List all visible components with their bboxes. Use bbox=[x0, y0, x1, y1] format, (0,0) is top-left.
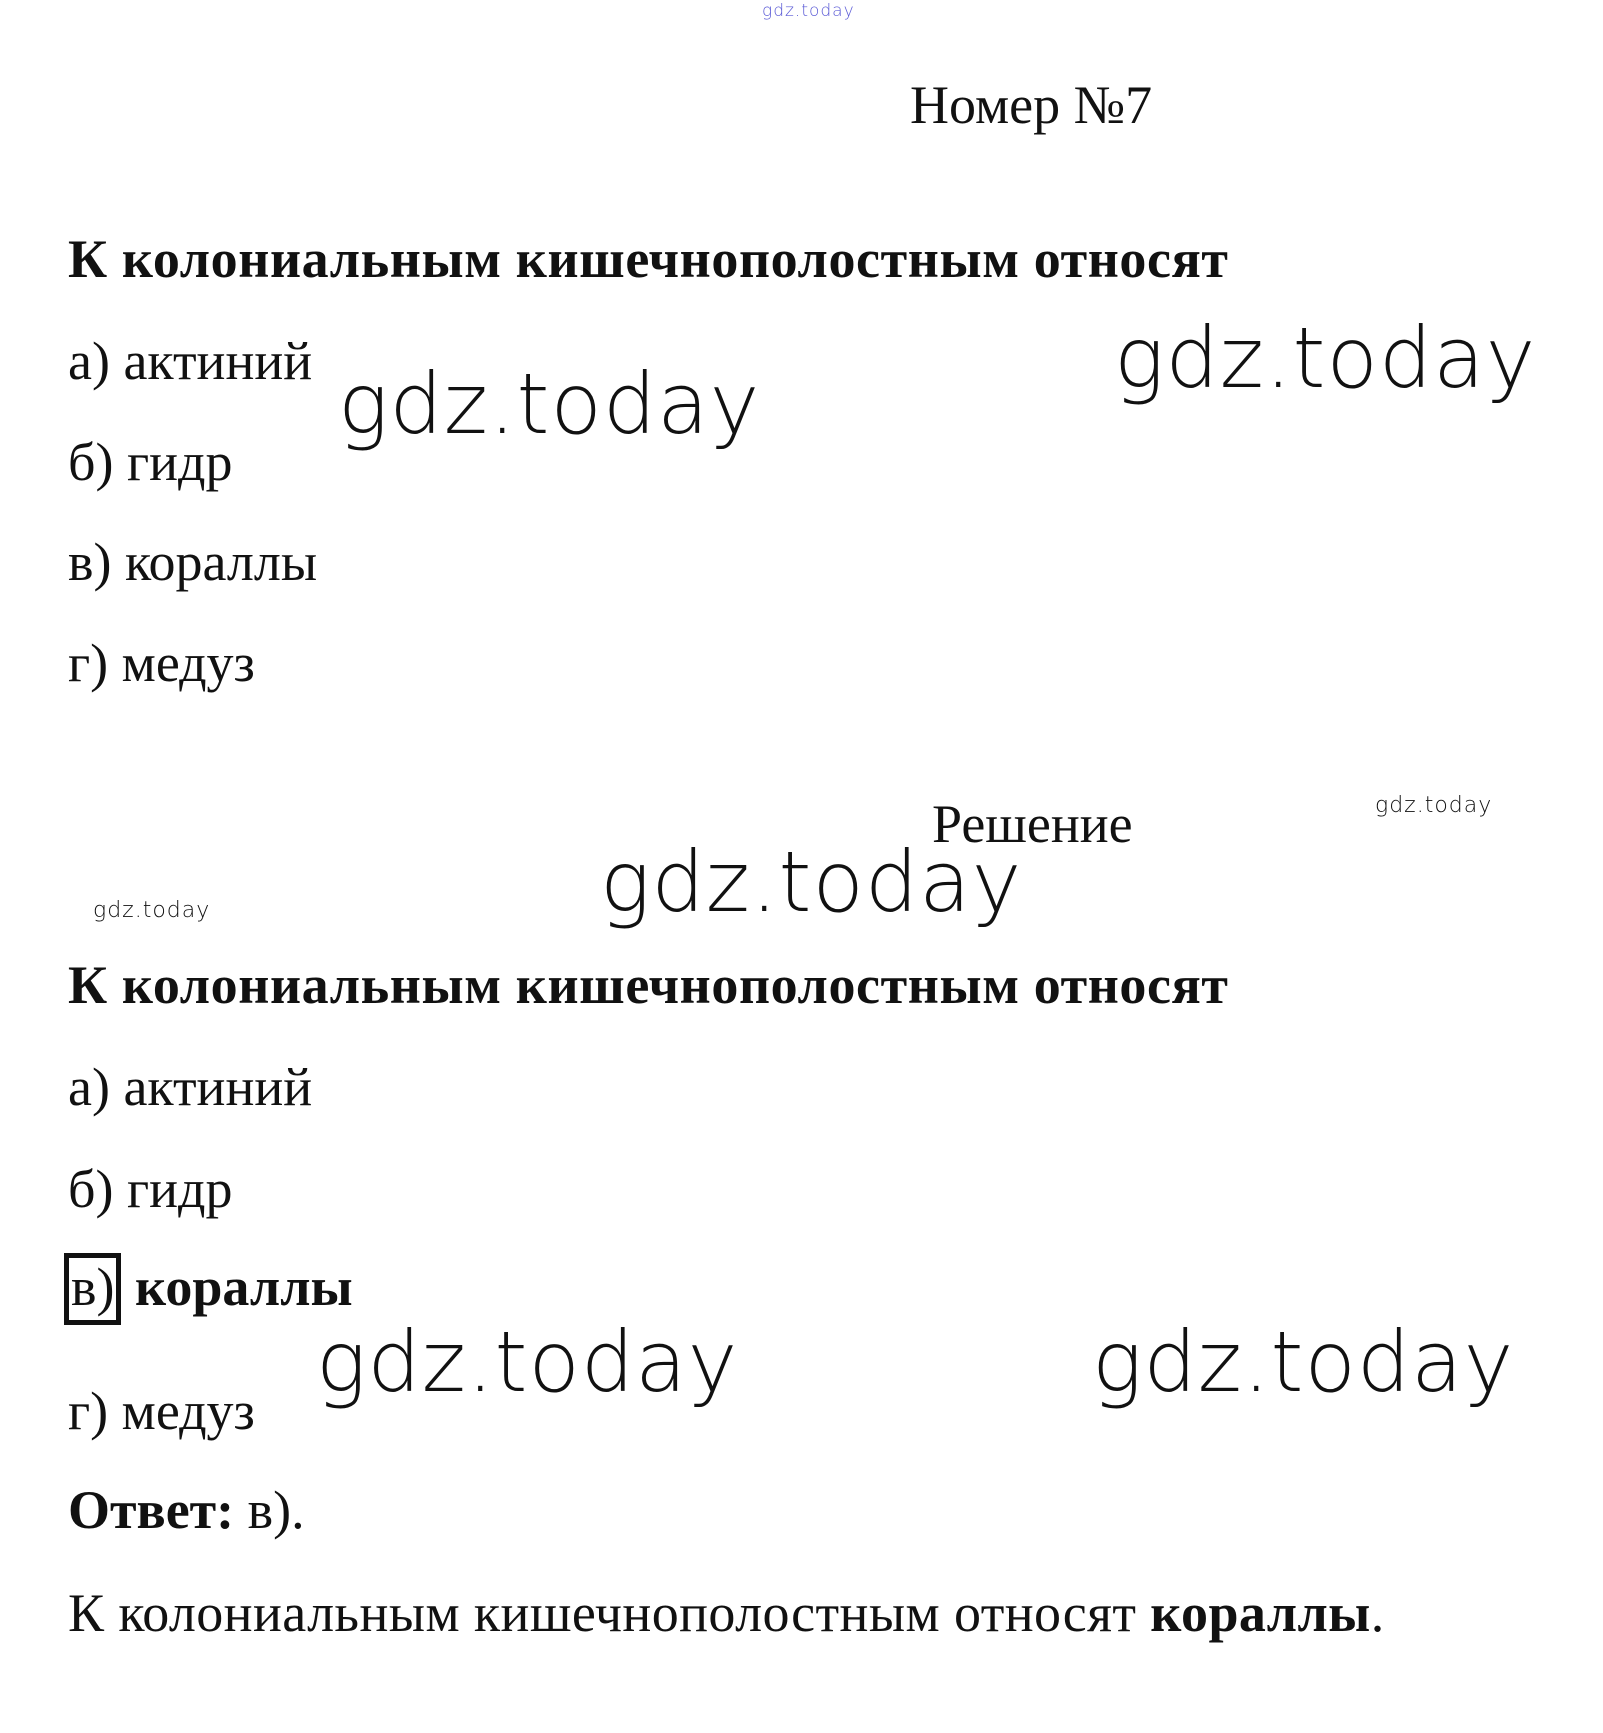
option-letter: б) bbox=[68, 1159, 114, 1219]
correct-answer-box: в) bbox=[64, 1253, 121, 1325]
page-title: Номер №7 bbox=[910, 75, 1153, 135]
option-letter: г) bbox=[68, 1381, 109, 1441]
watermark: gdz.today bbox=[93, 898, 211, 923]
option-b bbox=[68, 432, 233, 492]
solution-option-a bbox=[68, 1057, 313, 1117]
option-c bbox=[68, 532, 318, 592]
option-text: медуз bbox=[121, 1381, 255, 1441]
option-d bbox=[68, 633, 255, 693]
watermark-top: gdz.today bbox=[762, 1, 855, 21]
option-text: гидр bbox=[126, 432, 233, 492]
answer-value: в). bbox=[247, 1480, 305, 1540]
option-letter: в) bbox=[68, 532, 112, 592]
conclusion-highlight: кораллы bbox=[1150, 1583, 1371, 1643]
watermark: gdz.today bbox=[1092, 1313, 1515, 1411]
solution-option-d bbox=[68, 1381, 255, 1441]
conclusion-line bbox=[68, 1583, 1385, 1643]
option-letter: а) bbox=[68, 331, 110, 391]
answer-line bbox=[68, 1480, 305, 1540]
option-letter: г) bbox=[68, 633, 109, 693]
option-a bbox=[68, 331, 313, 391]
solution-question-text: К колониальным кишечнополостным относят bbox=[68, 955, 1229, 1015]
solution-heading: Решение bbox=[932, 794, 1133, 854]
watermark: gdz.today bbox=[316, 1313, 739, 1411]
option-text: кораллы bbox=[134, 1257, 353, 1317]
watermark: gdz.today bbox=[600, 833, 1023, 931]
solution-option-c-correct bbox=[68, 1253, 353, 1325]
solution-option-b bbox=[68, 1159, 233, 1219]
conclusion-text: К колониальным кишечнополостным относят bbox=[68, 1583, 1137, 1643]
option-letter: а) bbox=[68, 1057, 110, 1117]
option-text: актиний bbox=[123, 1057, 313, 1117]
watermark: gdz.today bbox=[338, 355, 761, 453]
option-text: актиний bbox=[123, 331, 313, 391]
question-text: К колониальным кишечнополостным относят bbox=[68, 229, 1229, 289]
option-text: кораллы bbox=[124, 532, 318, 592]
watermark: gdz.today bbox=[1114, 309, 1537, 407]
option-text: медуз bbox=[121, 633, 255, 693]
option-letter: б) bbox=[68, 432, 114, 492]
conclusion-end: . bbox=[1370, 1583, 1385, 1643]
answer-label: Ответ: bbox=[68, 1480, 235, 1540]
option-text: гидр bbox=[126, 1159, 233, 1219]
watermark: gdz.today bbox=[1375, 793, 1493, 818]
